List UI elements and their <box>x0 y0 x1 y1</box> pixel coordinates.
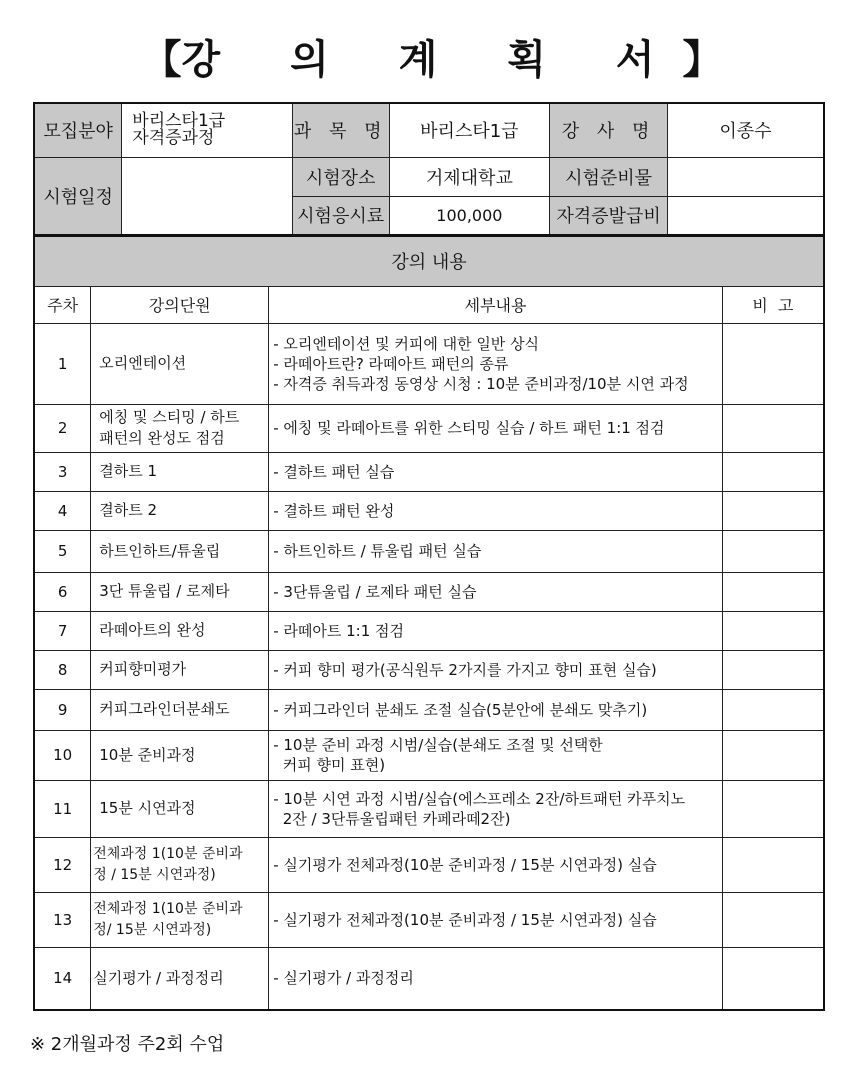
unit-cell: 10분 준비과정 <box>91 730 269 780</box>
table-row <box>34 689 824 730</box>
detail-line: 2잔 / 3단튜울립패턴 카페라떼2잔) <box>273 809 511 828</box>
remark-cell <box>722 947 824 1010</box>
unit-cell <box>91 892 269 947</box>
detail-cell: - 결하트 패턴 실습 <box>269 452 723 491</box>
detail-cell: - 커피그라인더 분쇄도 조절 실습(5분안에 분쇄도 맞추기) <box>269 689 723 730</box>
instructor-label: 강 사 명 <box>550 103 668 157</box>
title-bracket-open: 【 <box>141 37 182 83</box>
detail-cell <box>269 780 723 837</box>
remark-cell <box>722 323 824 404</box>
detail-cell: - 커피 향미 평가(공식원두 2가지를 가지고 향미 표현 실습) <box>269 650 723 689</box>
week-number: 9 <box>34 689 91 730</box>
field-label: 모집분야 <box>34 103 122 157</box>
unit-line: 패턴의 완성도 점검 <box>99 429 225 447</box>
unit-line: 전체과정 1(10분 준비과 <box>93 900 243 917</box>
table-row <box>34 491 824 530</box>
detail-cell: - 결하트 패턴 완성 <box>269 491 723 530</box>
detail-line: - 10분 준비 과정 시범/실습(분쇄도 조절 및 선택한 <box>273 736 603 754</box>
week-number: 11 <box>34 780 91 837</box>
cert-fee-label: 자격증발급비 <box>550 196 668 235</box>
unit-line: 전체과정 1(10분 준비과 <box>93 845 243 862</box>
week-number: 1 <box>34 323 91 404</box>
table-row <box>34 323 824 404</box>
remark-cell <box>722 491 824 530</box>
detail-cell: - 라떼아트 1:1 점검 <box>269 611 723 650</box>
week-number: 4 <box>34 491 91 530</box>
remark-cell <box>722 892 824 947</box>
unit-cell: 오리엔테이션 <box>91 323 269 404</box>
table-row <box>34 572 824 611</box>
table-row <box>34 947 824 1010</box>
exam-fee-label: 시험응시료 <box>292 196 389 235</box>
week-number: 10 <box>34 730 91 780</box>
subject-value: 바리스타1급 <box>389 103 550 157</box>
table-row <box>34 404 824 452</box>
header-week: 주차 <box>34 286 91 323</box>
exam-date-label: 시험일정 <box>34 157 122 235</box>
document-title <box>0 28 864 85</box>
unit-cell: 결하트 1 <box>91 452 269 491</box>
unit-cell: 커피향미평가 <box>91 650 269 689</box>
remark-cell <box>722 730 824 780</box>
remark-cell <box>722 572 824 611</box>
unit-cell: 라떼아트의 완성 <box>91 611 269 650</box>
instructor-value: 이종수 <box>667 103 824 157</box>
remark-cell <box>722 452 824 491</box>
week-number: 6 <box>34 572 91 611</box>
remark-cell <box>722 611 824 650</box>
detail-line: - 자격증 취득과정 동영상 시청 : 10분 준비과정/10분 시연 과정 <box>273 374 689 393</box>
week-number: 3 <box>34 452 91 491</box>
unit-cell: 15분 시연과정 <box>91 780 269 837</box>
unit-cell <box>91 404 269 452</box>
field-value <box>122 103 293 157</box>
remark-cell <box>722 780 824 837</box>
detail-cell: - 실기평가 전체과정(10분 준비과정 / 15분 시연과정) 실습 <box>269 837 723 892</box>
lecture-plan-table <box>33 235 825 1011</box>
week-number: 14 <box>34 947 91 1010</box>
remark-cell <box>722 837 824 892</box>
detail-cell: - 에칭 및 라떼아트를 위한 스티밍 실습 / 하트 패턴 1:1 점검 <box>269 404 723 452</box>
detail-cell: - 하트인하트 / 튜울립 패턴 실습 <box>269 530 723 572</box>
remark-cell <box>722 650 824 689</box>
table-row <box>34 780 824 837</box>
header-detail: 세부내용 <box>269 286 723 323</box>
unit-line: 정/ 15분 시연과정) <box>93 921 212 938</box>
table-row <box>34 452 824 491</box>
detail-cell <box>269 730 723 780</box>
detail-line: - 오리엔테이션 및 커피에 대한 일반 상식 <box>273 334 540 353</box>
cert-fee-value <box>667 196 824 235</box>
title-text: 강 의 계 획 서 <box>181 37 683 83</box>
remark-cell <box>722 404 824 452</box>
unit-line: 정 / 15분 시연과정) <box>93 866 216 883</box>
detail-line: - 라떼아트란? 라떼아트 패턴의 종류 <box>273 354 509 373</box>
detail-cell: - 실기평가 전체과정(10분 준비과정 / 15분 시연과정) 실습 <box>269 892 723 947</box>
week-number: 13 <box>34 892 91 947</box>
unit-cell: 하트인하트/튜울립 <box>91 530 269 572</box>
table-row <box>34 611 824 650</box>
header-unit: 강의단원 <box>91 286 269 323</box>
subject-label: 과 목 명 <box>292 103 389 157</box>
schedule-note: ※ 2개월과정 주2회 수업 <box>30 1034 225 1055</box>
week-number: 12 <box>34 837 91 892</box>
detail-cell: - 실기평가 / 과정정리 <box>269 947 723 1010</box>
detail-line: 커피 향미 표현) <box>273 756 386 774</box>
detail-line: - 10분 시연 과정 시범/실습(에스프레소 2잔/하트패턴 카푸치노 <box>273 789 686 808</box>
title-bracket-close: 】 <box>682 37 723 83</box>
course-info-table <box>33 102 825 236</box>
remark-cell <box>722 530 824 572</box>
field-value-line2: 자격증과정 <box>132 128 215 149</box>
unit-cell: 3단 튜울립 / 로제타 <box>91 572 269 611</box>
week-number: 8 <box>34 650 91 689</box>
table-row <box>34 892 824 947</box>
week-number: 5 <box>34 530 91 572</box>
unit-cell: 실기평가 / 과정정리 <box>91 947 269 1010</box>
table-row <box>34 530 824 572</box>
unit-cell: 커피그라인더분쇄도 <box>91 689 269 730</box>
table-row <box>34 837 824 892</box>
unit-cell <box>91 837 269 892</box>
detail-cell <box>269 323 723 404</box>
detail-cell: - 3단튜울립 / 로제타 패턴 실습 <box>269 572 723 611</box>
exam-materials-value <box>667 157 824 196</box>
section-title: 강의 내용 <box>34 236 824 286</box>
table-row <box>34 650 824 689</box>
remark-cell <box>722 689 824 730</box>
exam-materials-label: 시험준비물 <box>550 157 668 196</box>
table-row <box>34 730 824 780</box>
field-value-line1: 바리스타1급 <box>132 111 226 132</box>
header-remark: 비 고 <box>722 286 824 323</box>
week-number: 2 <box>34 404 91 452</box>
exam-place-label: 시험장소 <box>292 157 389 196</box>
unit-line: 에칭 및 스티밍 / 하트 <box>99 408 240 426</box>
week-number: 7 <box>34 611 91 650</box>
exam-fee-value: 100,000 <box>389 196 550 235</box>
exam-date-value <box>122 157 293 235</box>
exam-place-value: 거제대학교 <box>389 157 550 196</box>
unit-cell: 결하트 2 <box>91 491 269 530</box>
